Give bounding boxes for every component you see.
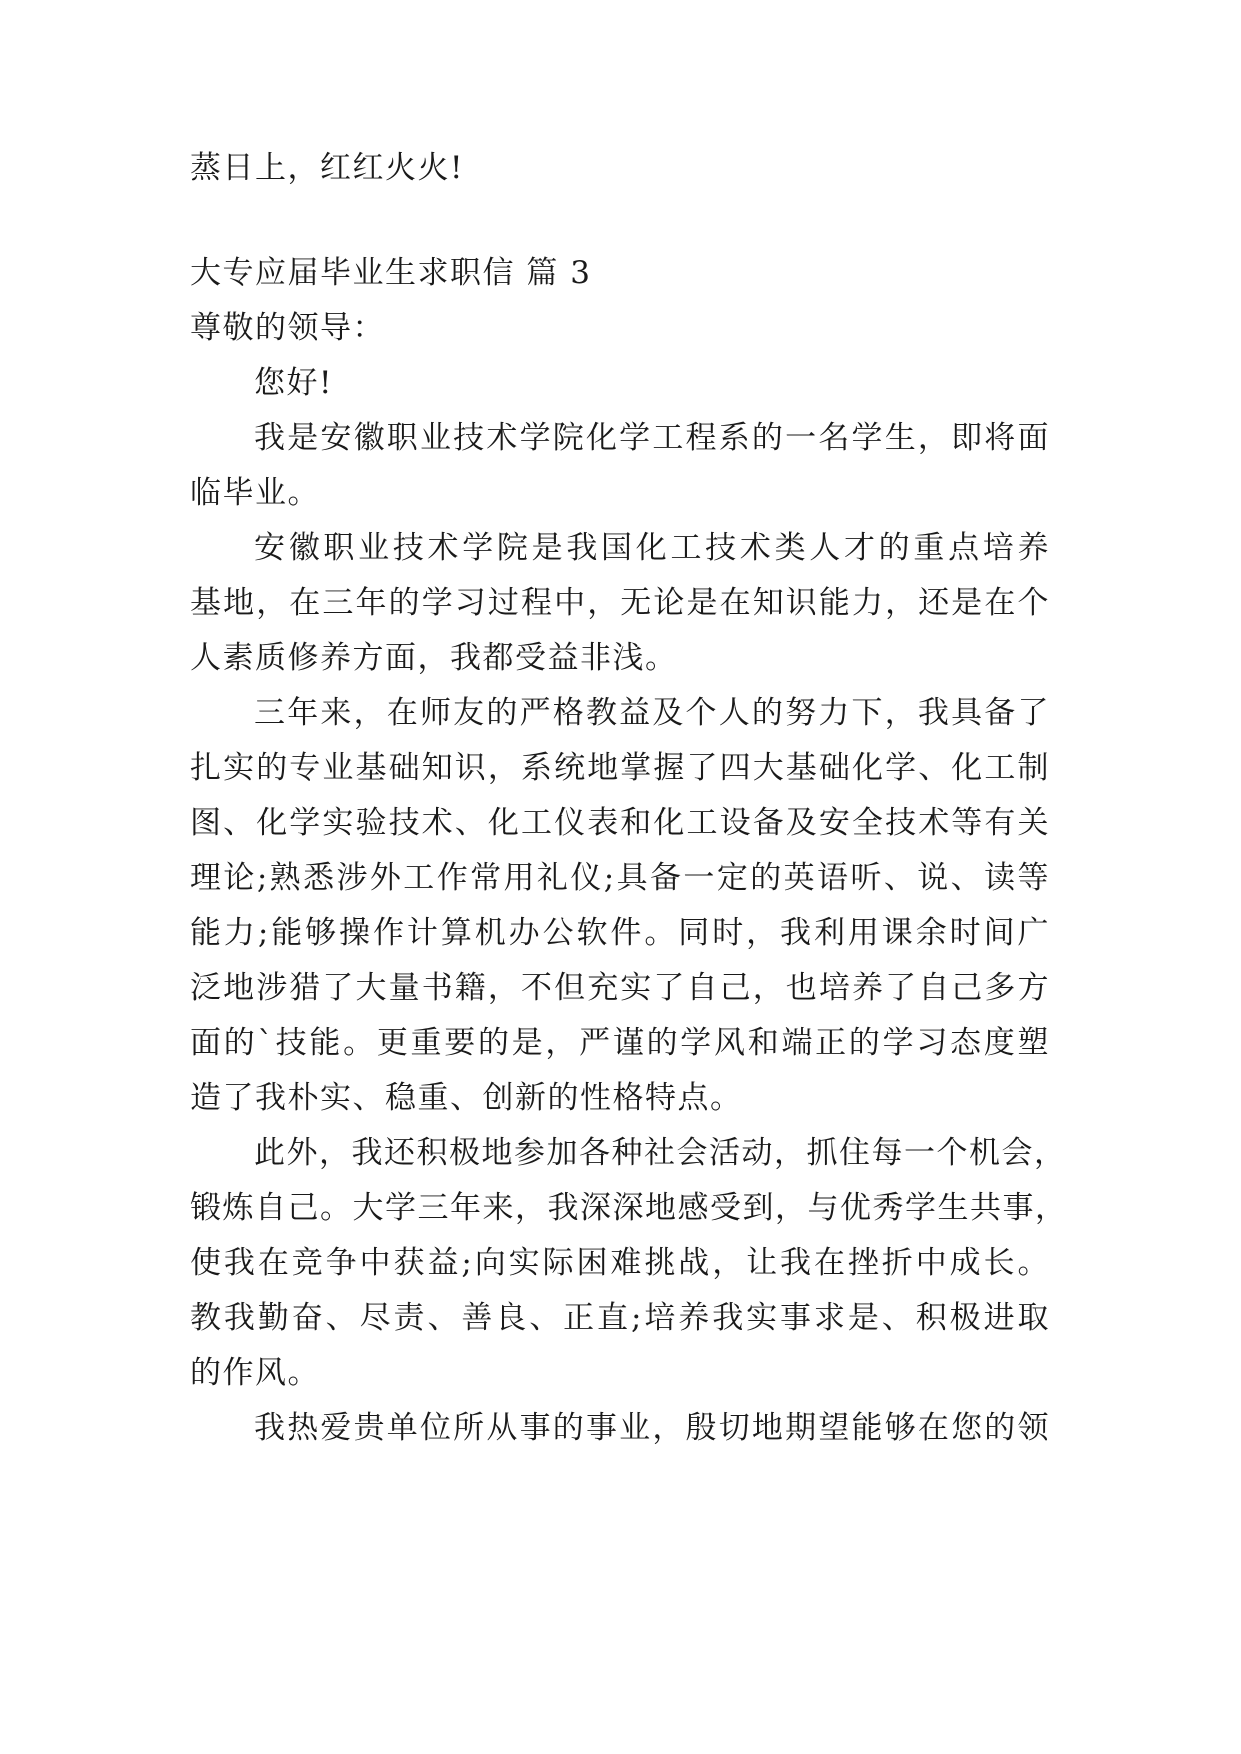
paragraph-3-line-4: 理论;熟悉涉外工作常用礼仪;具备一定的英语听、说、读等 [190,860,1050,896]
paragraph-3-line-2: 扎实的专业基础知识，系统地掌握了四大基础化学、化工制 [190,750,1050,786]
paragraph-1-line-2: 临毕业。 [190,475,320,511]
paragraph-4-line-5: 的作风。 [190,1355,320,1391]
paragraph-3-line-1: 三年来，在师友的严格教益及个人的努力下，我具备了 [254,695,1050,731]
paragraph-4-line-3: 使我在竞争中获益;向实际困难挑战，让我在挫折中成长。 [190,1245,1050,1281]
paragraph-5-line-1: 我热爱贵单位所从事的事业，殷切地期望能够在您的领 [254,1410,1050,1446]
paragraph-3-line-5: 能力;能够操作计算机办公软件。同时，我利用课余时间广 [190,915,1050,951]
paragraph-4-line-2: 锻炼自己。大学三年来，我深深地感受到，与优秀学生共事， [190,1190,1068,1226]
section-title: 大专应届毕业生求职信 篇 3 [190,255,592,291]
paragraph-2-line-3: 人素质修养方面，我都受益非浅。 [190,640,678,676]
paragraph-2-line-1: 安徽职业技术学院是我国化工技术类人才的重点培养 [254,530,1050,566]
paragraph-1-line-1: 我是安徽职业技术学院化学工程系的一名学生，即将面 [254,420,1050,456]
paragraph-3-line-8: 造了我朴实、稳重、创新的性格特点。 [190,1080,743,1116]
paragraph-3-line-3: 图、化学实验技术、化工仪表和化工设备及安全技术等有关 [190,805,1050,841]
paragraph-3-line-7: 面的`技能。更重要的是，严谨的学风和端正的学习态度塑 [190,1025,1050,1061]
paragraph-3-line-6: 泛地涉猎了大量书籍，不但充实了自己，也培养了自己多方 [190,970,1050,1006]
continuation-line: 蒸日上，红红火火! [190,150,464,186]
salutation: 尊敬的领导： [190,310,385,346]
greeting: 您好! [254,365,333,401]
paragraph-2-line-2: 基地，在三年的学习过程中，无论是在知识能力，还是在个 [190,585,1050,621]
paragraph-4-line-1: 此外，我还积极地参加各种社会活动，抓住每一个机会， [254,1135,1067,1171]
paragraph-4-line-4: 教我勤奋、尽责、善良、正直;培养我实事求是、积极进取 [190,1300,1050,1336]
